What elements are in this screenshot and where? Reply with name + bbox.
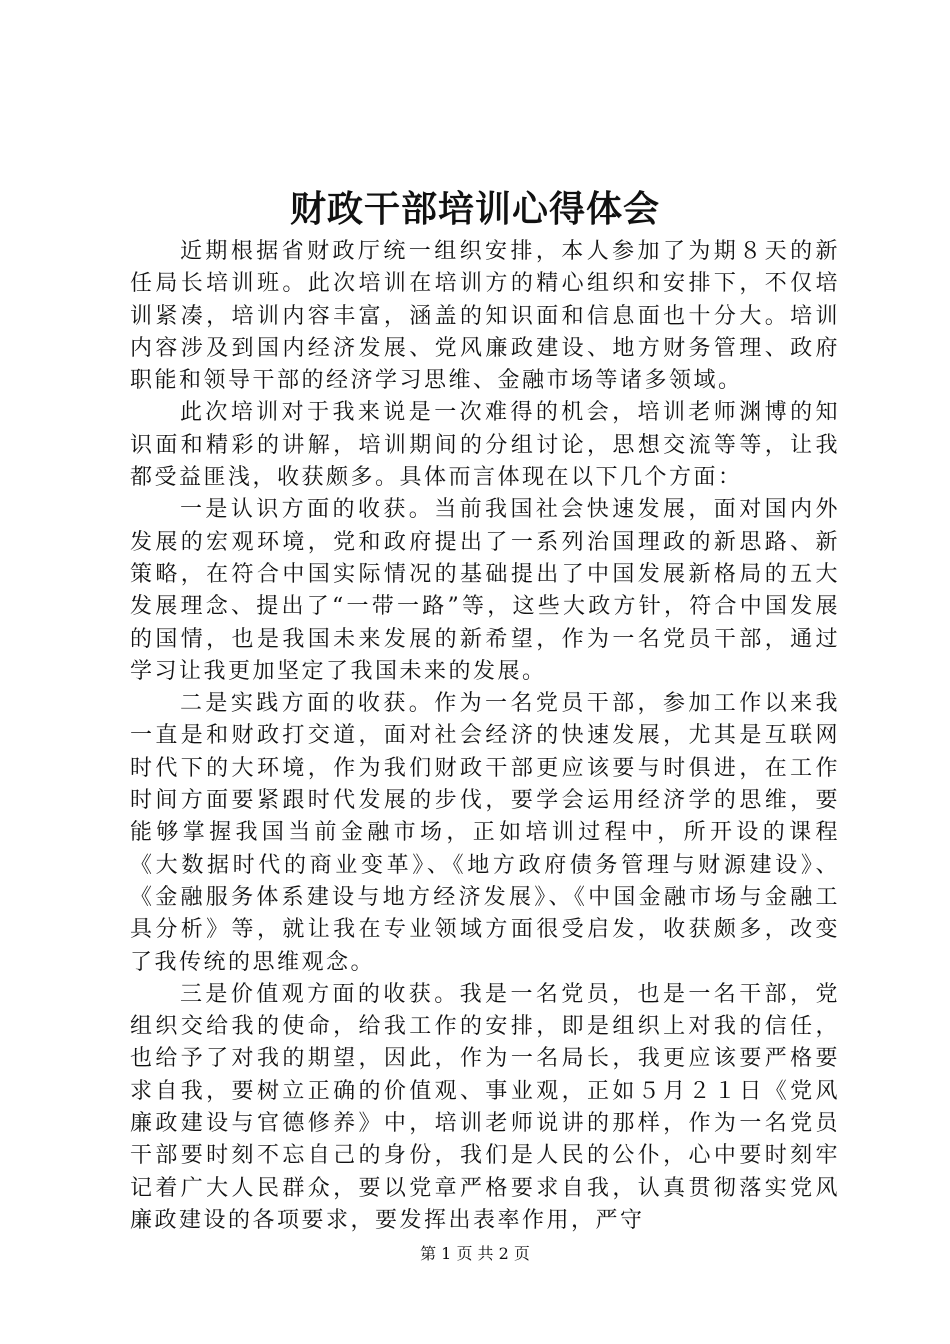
page-number-footer: 第 1 页 共 2 页 xyxy=(420,1244,530,1263)
document-body xyxy=(130,236,840,1237)
document-title: 财政干部培训心得体会 xyxy=(289,188,660,230)
paragraph-intro: 近期根据省财政厅统一组织安排，本人参加了为期８天的新任局长培训班。此次培训在培训方的精心组织和安排下，不仅培训紧凑，培训内容丰富，涵盖的知识面和信息面也十分大。培训内容涉及到国内经济发展、党风廉政建设、地方财务管理、政府职能和领导干部的经济学习思维、金融市场等诸多领域。 xyxy=(130,239,840,394)
paragraph-cognition: 一是认识方面的收获。当前我国社会快速发展，面对国内外发展的宏观环境，党和政府提出了一系列治国理政的新思路、新策略，在符合中国实际情况的基础提出了中国发展新格局的五大发展理念、提出了“一带一路”等，这些大政方针，符合中国发展的国情，也是我国未来发展的新希望，作为一名党员干部，通过学习让我更加坚定了我国未来的发展。 xyxy=(130,497,840,684)
paragraph-values: 三是价值观方面的收获。我是一名党员，也是一名干部，党组织交给我的使命，给我工作的安排，即是组织上对我的信任，也给予了对我的期望，因此，作为一名局长，我更应该要严格要求自我，要树立正确的价值观、事业观，正如５月２１日《党风廉政建设与官德修养》中，培训老师说讲的那样，作为一名党员干部要时刻不忘自己的身份，我们是人民的公仆，心中要时刻牢记着广大人民群众，要以党章严格要求自我，认真贯彻落实党风廉政建设的各项要求，要发挥出表率作用，严守 xyxy=(130,981,840,1233)
paragraph-opportunity: 此次培训对于我来说是一次难得的机会，培训老师渊博的知识面和精彩的讲解，培训期间的分组讨论，思想交流等等，让我都受益匪浅，收获颇多。具体而言体现在以下几个方面： xyxy=(130,400,840,491)
paragraph-practice: 二是实践方面的收获。作为一名党员干部，参加工作以来我一直是和财政打交道，面对社会经济的快速发展，尤其是互联网时代下的大环境，作为我们财政干部更应该要与时俱进，在工作时间方面要紧跟时代发展的步伐，要学会运用经济学的思维，要能够掌握我国当前金融市场，正如培训过程中，所开设的课程《大数据时代的商业变革》、《地方政府债务管理与财源建设》、《金融服务体系建设与地方经济发展》、《中国金融市场与金融工具分析》等，就让我在专业领域方面很受启发，收获颇多，改变了我传统的思维观念。 xyxy=(130,691,840,975)
